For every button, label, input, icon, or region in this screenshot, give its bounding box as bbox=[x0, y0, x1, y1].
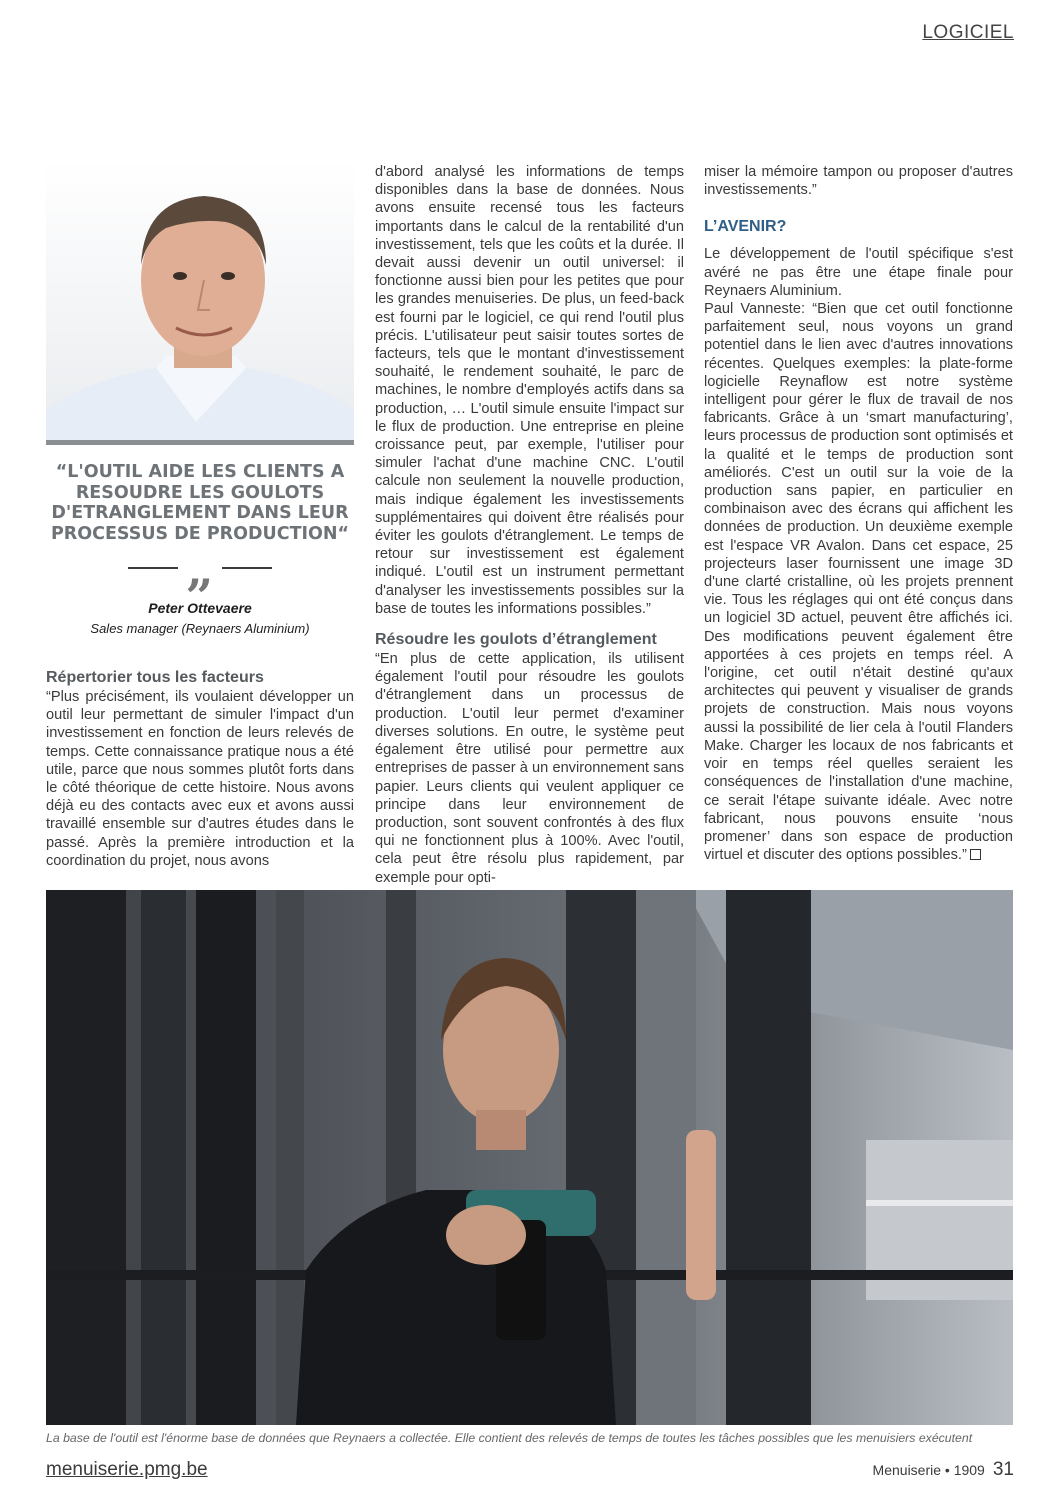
photo-caption: La base de l'outil est l'énorme base de données que Reynaers a collectée. Elle contient des relevés de temps de toutes les tâches possibles que les menuisiers exécutent bbox=[46, 1431, 973, 1445]
separator-line-right bbox=[222, 567, 272, 569]
website-link[interactable]: menuiserie.pmg.be bbox=[46, 1459, 208, 1480]
author-portrait bbox=[46, 160, 354, 440]
column3-paragraph-2: Le développement de l'outil spécifique s'est avéré ne pas être une étape finale pour Reynaers Aluminium. bbox=[704, 246, 1013, 299]
portrait-divider bbox=[46, 440, 354, 445]
subheading-factors: Répertorier tous les facteurs bbox=[46, 669, 264, 686]
subheading-bottlenecks: Résoudre les goulots d’étranglement bbox=[375, 631, 657, 649]
column3-paragraph-1: miser la mémoire tampon ou proposer d'autres investissements.” bbox=[704, 164, 1013, 199]
section-tag: LOGICIEL bbox=[922, 22, 1014, 43]
column1-paragraph: “Plus précisément, ils voulaient développer un outil leur permettant de simuler l'impact d'un investissement en fonction de leurs relevés de temps. Cette connaissance pratique nous a été utile, parce que nous sommes plutôt forts dans le côté théorique de cette histoire. Nous avons déjà eu des contacts avec eux et avons aussi travaillé ensemble sur d'autres études dans le passé. Après la première introduction et la coordination du projet, nous avons bbox=[46, 689, 354, 869]
workshop-photo bbox=[46, 890, 1013, 1425]
page-number: 31 bbox=[992, 1459, 1014, 1480]
column3-paragraph-3-text: Paul Vanneste: “Bien que cet outil fonctionne parfaitement seul, nous voyons un grand potentiel dans le lien avec d'autres innovations récentes. Quelques exemples: la plate-forme logicielle Reynaflow est notre système intelligent pour gérer le flux de travail de nos fabricants. Grâce à un ‘smart manufacturing’, leurs processus de production sont optimisés et la qualité et le temps de production sont améliorés. C'est un outil sur la voie de la production sans papier, en particulier en combinaison avec des écrans qui affichent les données de production. Un deuxième exemple est l'espace VR Avalon. Dans cet espace, 25 projecteurs laser fournissent une image 3D d'une clarté cristalline, où les projets prennent vie. Tous les réglages qui ont été conçus dans un logiciel 3D actuel, peuvent être affichés ici. Des modifications peuvent également être apportées à ces projets en temps réel. A l'origine, cet outil n'était destiné qu'aux architectes qui peuvent y visualiser de grands projets de construction. Mais nous voyons aussi la possibilité de lier cela à l'outil Flanders Make. Charger les locaux de nos fabricants et voir en temps réel quelles seraient les conséquences de l'installation d'une machine, ce serait l'étape suivante idéale. Avec notre fabricant, nous pouvons ensuite ‘nous promener’ dans son espace de production virtuel et discuter des options possibles.” bbox=[704, 301, 1013, 864]
article-column-1 bbox=[46, 668, 354, 870]
quote-mark-icon: „ bbox=[186, 542, 214, 598]
quote-author-name: Peter Ottevaere bbox=[148, 600, 252, 616]
article-column-3 bbox=[704, 163, 1013, 864]
page-footer bbox=[873, 1459, 1014, 1481]
quote-separator bbox=[46, 542, 354, 598]
end-of-article-icon bbox=[970, 849, 981, 860]
column2-paragraph-2: “En plus de cette application, ils utilisent également l'outil pour résoudre les goulots d'étranglement dans un processus de production. L'outil leur permet d'examiner diverses solutions. En outre, le système peut également être utilisé pour permettre aux entreprises de passer à un environnement sans papier. Leurs clients qui veulent appliquer ce principe dans leur environnement de production, sont souvent confrontés à des flux qui ne fonctionnent plus à 100%. Avec l'outil, cela peut être résolu plus rapidement, par exemple pour opti- bbox=[375, 651, 684, 886]
pull-quote: “L'OUTIL AIDE LES CLIENTS A RESOUDRE LES GOULOTS D'ETRANGLEMENT DANS LEUR PROCESSUS DE PRODUCTION“ bbox=[50, 462, 350, 544]
workshop-illustration bbox=[46, 890, 1013, 1425]
issue-label: Menuiserie • 1909 bbox=[872, 1462, 985, 1478]
portrait-illustration bbox=[46, 160, 354, 440]
article-column-2 bbox=[375, 163, 684, 887]
column2-paragraph-1: d'abord analysé les informations de temps disponibles dans la base de données. Nous avons ensuite recensé tous les facteurs importants dans le calcul de la rentabilité d'un investissement, tels que les coûts et la durée. Il devait aussi devenir un outil universel: il fonctionne aussi bien pour les petites que pour les grandes menuiseries. De plus, un feed-back est fourni par le logiciel, ce qui rend l'outil plus précis. L'utilisateur peut saisir toutes sortes de facteurs, tels que le montant d'investissement souhaité, le rendement souhaité, le parc de machines, le nombre d'employés actifs dans sa production, … L'outil simule ensuite l'impact sur le flux de production. Une entreprise en pleine croissance peut, par exemple, l'utiliser pour simuler l'achat d'une machine CNC. L'outil calcule non seulement la nouvelle production, mais indique également les investissements supplémentaires qui doivent être réalisés pour éviter les goulots d'étranglement. Le temps de retour sur investissement est également indiqué. L'outil est un instrument permettant d'analyser les investissements possibles sur la base de toutes les informations possibles.” bbox=[375, 164, 684, 617]
subheading-future: L’AVENIR? bbox=[704, 218, 787, 236]
column3-paragraph-3 bbox=[704, 300, 1013, 864]
separator-line-left bbox=[128, 567, 178, 569]
quote-author-role: Sales manager (Reynaers Aluminium) bbox=[90, 621, 310, 636]
